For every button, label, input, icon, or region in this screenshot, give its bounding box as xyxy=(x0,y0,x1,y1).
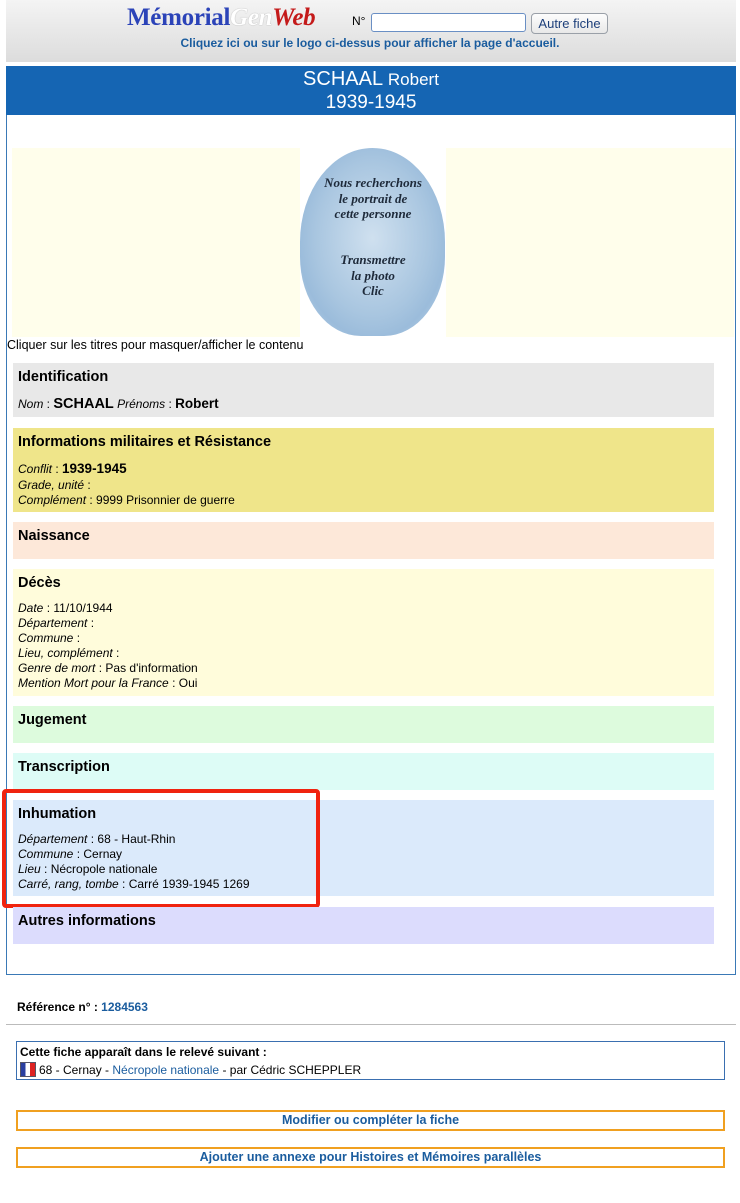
section-death xyxy=(13,569,714,696)
portrait-placeholder[interactable] xyxy=(300,146,446,337)
record-number-input[interactable] xyxy=(371,13,526,32)
mort-pour-la-france-row: Mention Mort pour la France : Oui xyxy=(18,676,198,690)
add-annex-button[interactable]: Ajouter une annexe pour Histoires et Mémoires parallèles xyxy=(16,1147,725,1168)
death-date-row: Date : 11/10/1944 xyxy=(18,601,113,615)
section-transcription xyxy=(13,753,714,790)
toggle-hint: Cliquer sur les titres pour masquer/afficher le contenu xyxy=(7,338,304,352)
complement-row: Complément : 9999 Prisonnier de guerre xyxy=(18,493,235,507)
section-judgment xyxy=(13,706,714,743)
survey-title: Cette fiche apparaît dans le relevé suivant : xyxy=(20,1045,267,1059)
flag-icon xyxy=(20,1062,36,1077)
survey-line: 68 - Cernay - Nécropole nationale - par Cédric SCHEPPLER xyxy=(20,1062,361,1077)
firstname: Robert xyxy=(387,70,439,89)
page-title xyxy=(6,66,736,115)
death-department-row: Département : xyxy=(18,616,95,630)
divider xyxy=(6,1024,736,1025)
grade-row: Grade, unité : xyxy=(18,478,91,492)
site-logo[interactable]: MémorialGenWeb xyxy=(127,4,316,31)
period: 1939-1945 xyxy=(325,92,417,113)
section-birth xyxy=(13,522,714,559)
portrait-request-text: Nous recherchons le portrait de cette personne xyxy=(324,175,422,221)
modify-record-button[interactable]: Modifier ou compléter la fiche xyxy=(16,1110,725,1131)
section-military xyxy=(13,428,714,512)
section-title-judgment[interactable]: Jugement xyxy=(18,712,87,728)
section-title-identification[interactable]: Identification xyxy=(18,369,109,385)
other-record-button[interactable]: Autre fiche xyxy=(531,13,608,34)
highlight-box xyxy=(2,789,320,908)
section-identification xyxy=(13,363,714,417)
reference: Référence n° : 1284563 xyxy=(17,1000,148,1014)
death-place-row: Lieu, complément : xyxy=(18,646,120,660)
section-title-transcription[interactable]: Transcription xyxy=(18,759,110,775)
portrait-send-text: Transmettre la photo Clic xyxy=(340,252,406,298)
section-title-military[interactable]: Informations militaires et Résistance xyxy=(18,434,272,450)
home-link[interactable]: Cliquez ici ou sur le logo ci-dessus pour afficher la page d'accueil. xyxy=(180,36,560,50)
death-commune-row: Commune : xyxy=(18,631,81,645)
section-title-death[interactable]: Décès xyxy=(18,575,61,591)
survey-link[interactable]: Nécropole nationale xyxy=(112,1063,220,1077)
reference-number: 1284563 xyxy=(101,1000,148,1014)
burial-place-row: Lieu : Nécropole nationale xyxy=(18,862,158,876)
section-title-burial[interactable]: Inhumation xyxy=(18,806,97,822)
section-title-other-info[interactable]: Autres informations xyxy=(18,913,156,929)
surname: SCHAAL xyxy=(303,68,383,90)
burial-commune-row: Commune : Cernay xyxy=(18,847,123,861)
conflict-row: Conflit : 1939-1945 xyxy=(18,461,127,476)
number-label: N° xyxy=(352,14,366,28)
name-row: Nom : SCHAAL Prénoms : Robert xyxy=(18,396,219,412)
survey-box xyxy=(16,1041,725,1080)
burial-department-row: Département : 68 - Haut-Rhin xyxy=(18,832,176,846)
burial-plot-row: Carré, rang, tombe : Carré 1939-1945 1269 xyxy=(18,877,250,891)
section-title-birth[interactable]: Naissance xyxy=(18,528,90,544)
death-type-row: Genre de mort : Pas d'information xyxy=(18,661,198,675)
section-other-info xyxy=(13,907,714,944)
